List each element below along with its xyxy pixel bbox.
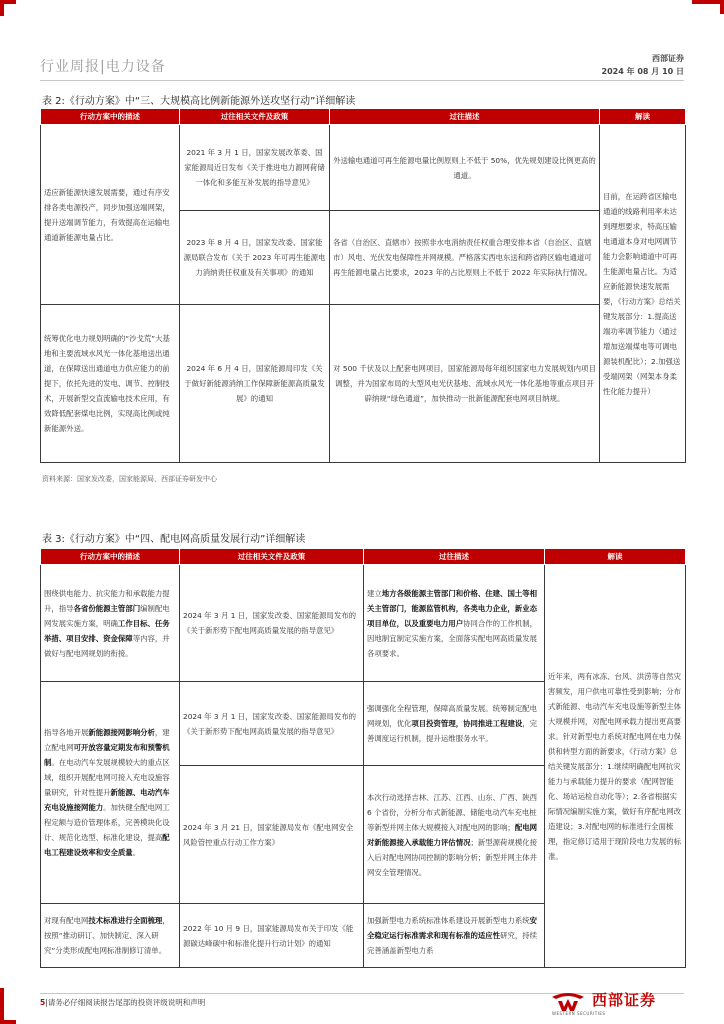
emphasis-text: 工作目标、任务举措、项目安排、资金保障 (44, 618, 170, 643)
table2-source: 资料来源：国家发改委，国家能源局，西部证券研发中心 (42, 475, 217, 483)
text-fragment: 本次行动选择吉林、江苏、江西、山东、广西、陕西 6 个省份，分析分布式新能源、储能电动汽车充电桩等新型并网主体大规模接入对配电网的影响； (367, 792, 537, 832)
past-description (364, 904, 545, 968)
table2-caption: 表 2:《行动方案》中“三、大规模高比例新能源外送攻坚行动”详细解读 (42, 96, 356, 107)
table2-header-cell: 过往相关文件及政策 (180, 109, 330, 125)
firm-name: 西部证券 (652, 54, 684, 63)
past-description: 对 500 千伏及以上配套电网项目，国家能源局每年组织国家电力发展规划内项目调整，并为国家布局的大型风电光伏基地、流域水风光一体化基地等重点项目开辟纳规“绿色通道”，加快推动一批新能源配套电网项目纳规。 (330, 305, 600, 463)
emphasis-text: 项目投资管理，协同推进工程建设 (411, 719, 523, 728)
page-number: 5 (40, 998, 46, 1007)
corner-decoration-top-left (0, 0, 16, 16)
table3-header-cell: 解读 (545, 549, 686, 565)
table2 (40, 108, 686, 463)
text-fragment: 。在电动汽车发展规模较大的重点区域，组织开展配电网可接入充电设施容量研究，针对性提升 (44, 758, 170, 797)
past-description (364, 682, 545, 766)
header-meta (602, 52, 684, 78)
table2-header-row (41, 109, 686, 125)
emphasis-text: 地方各级能源主管部门和价格、住建、国土等相关主管部门，能源监管机构，各类电力企业，新业态项目单位，以及重要电力用户 (367, 588, 538, 628)
header-divider (40, 80, 684, 81)
text-fragment: 等内容，并做好与配电网规划的衔接。 (44, 633, 170, 658)
disclaimer-text: 请务必仔细阅读报告尾部的投资评级说明和声明 (47, 998, 206, 1007)
text-fragment: 。加快健全配电网工程定额与造价管理体系，完善模块化设计、规范化选型、标准化建设，提高 (44, 803, 170, 842)
past-policy: 2024 年 6 月 4 日，国家能源局印发《关于做好新能源消纳工作保障新能源高质量发展》的通知 (180, 305, 330, 463)
action-plan-description (41, 904, 180, 968)
interpretation: 近年来，两有冰冻、台风、洪涝等自然灾害频发，用户供电可靠性受到影响；分布式新能源、电动汽车充电设施等新型主体大规模并网，对配电网承载力提出更高要求。针对新型电力系统对配电网在电力保供和转型方面的新要求，《行动方案》总结关键发展部分：1.继续明确配电网抗灾能力与承载能力提升的要求（配网智能化、场站运检自动化等）；2.各省根据实际情况编制实施方案，做好有序配电网改造建设；3.对配电网的标准进行全面梳理，指定修订适用于现阶段电力发展的标准。 (545, 565, 686, 968)
emphasis-text: 技术标准进行全面梳理 (88, 916, 163, 925)
text-fragment: ，建立配电网 (44, 728, 170, 752)
logo-wordmark: 西部证券 (592, 991, 657, 1009)
table-row (41, 565, 686, 682)
table3-header-cell: 行动方案中的描述 (41, 549, 180, 565)
past-policy: 2024 年 3 月 21 日，国家能源局发布《配电网安全风险管控重点行动工作方案》 (180, 766, 364, 904)
text-fragment: 围绕供电能力、抗灾能力和承载能力提升，指导 (44, 588, 170, 613)
table3 (40, 548, 686, 968)
emphasis-text: 可开放容量定期发布和预警机制 (44, 743, 170, 767)
past-policy: 2024 年 3 月 1 日，国家发改委、国家能源局发布的《关于新形势下配电网高质量发展的指导意见》 (180, 565, 364, 682)
text-fragment: ，完善调度运行机制，提升运维服务水平。 (367, 719, 538, 743)
text-fragment: 加强新型电力系统标准体系建设开展新型电力系统 (367, 916, 530, 925)
corner-decoration-top-right (692, 0, 724, 14)
text-fragment: 编制配电网发展实施方案，明确 (44, 603, 170, 628)
table2-header-cell: 解读 (600, 109, 686, 125)
report-category: 行业周报|电力设备 (40, 59, 166, 75)
past-description (364, 565, 545, 682)
text-fragment: 强调强化全程管理，保障高质量发展。统筹制定配电网规划，优化 (367, 704, 537, 728)
emphasis-text: 各省份能源主管部门 (73, 603, 141, 613)
table2-header-cell: 过往描述 (330, 109, 600, 125)
past-policy: 2021 年 3 月 1 日，国家发展改革委、国家能源局近日发布《关于推进电力源网荷储一体化和多能互补发展的指导意见》 (180, 125, 330, 211)
emphasis-text: 新能源接网影响分析 (88, 728, 155, 737)
past-policy: 2023 年 8 月 4 日，国家发改委、国家能源局联合发布《关于 2023 年可再生能源电力消纳责任权重及有关事项》的通知 (180, 211, 330, 305)
text-fragment: ，按照“推动研订、加快制定、深入研究”分类形成配电网标准制修订清单。 (44, 916, 170, 955)
table3-header-row (41, 549, 686, 565)
text-fragment: 协同合作的工作机制，因地制宜制定实施方案，全面落实配电网高质量发展各项要求。 (367, 618, 538, 658)
western-securities-logo-icon (548, 987, 588, 1013)
action-plan-description: 适应新能源快速发展需要，通过有序安排各类电源投产，同步加强送端网架，提升送端调节能力，有效提高在运输电通道新能源电量占比。 (41, 125, 180, 305)
footer-notice: 5|请务必仔细阅读报告尾部的投资评级说明和声明 (40, 998, 206, 1007)
table3-caption: 表 3:《行动方案》中“四、配电网高质量发展行动”详细解读 (42, 534, 306, 545)
table2-header-cell: 行动方案中的描述 (41, 109, 180, 125)
emphasis-text: 配电工程建设效率和安全质量 (44, 833, 170, 857)
action-plan-description (41, 565, 180, 682)
emphasis-text: 安全稳定运行标准需求和现有标准的适应性 (367, 916, 538, 940)
emphasis-text: 新能源、电动汽车充电设施接网能力 (44, 788, 170, 812)
western-securities-logo (548, 987, 688, 1017)
text-fragment: ；新型源荷规模化接入后对配电网协同控制的影响分析；新型并网主体并网安全管理情况。 (367, 837, 538, 877)
table3-header-cell: 过往描述 (364, 549, 545, 565)
table-row (41, 305, 686, 463)
past-description: 外送输电通道可再生能源电量比例原则上不低于 50%，优先规划建设比例更高的通道。 (330, 125, 600, 211)
logo-subtitle: WESTERN SECURITIES (552, 1011, 606, 1016)
past-policy: 2024 年 3 月 1 日，国家发改委、国家能源局发布的《关于新形势下配电网高质量发展的指导意见》 (180, 682, 364, 766)
action-plan-description (41, 682, 180, 904)
text-fragment: 指导各地开展 (44, 728, 89, 737)
past-description: 各省（自治区、直辖市）按照非水电消纳责任权重合理安排本省（自治区、直辖市）风电、光伏发电保障性并网规模。严格落实西电东送和跨省跨区输电通道可再生能源电量占比要求，2023 年的占比原则上不低于 2022 年实际执行情况。 (330, 211, 600, 305)
text-fragment: 对现有配电网 (44, 916, 89, 925)
interpretation: 目前，在运跨省区输电通道的线路利用率未达到理想要求，特高压输电通道本身对电网调节能力会影响通道中可再生能源电量占比。为适应新能源快速发展需要，《行动方案》总结关键发展部分：1.提高送端功率调节能力（通过增加送端煤电等可调电源装机配比）；2.加强送受端网架（网架本身柔性化能力提升） (600, 125, 686, 463)
table3-header-cell: 过往相关文件及政策 (180, 549, 364, 565)
text-fragment: 建立 (367, 588, 382, 598)
past-description (364, 766, 545, 904)
action-plan-description: 统筹优化电力规划明确的“沙戈荒”大基地和主要流域水风光一体化基地送出通道，在保障送出通道电力供应能力的前提下，依托先进的发电、调节、控制技术，开展新型交直流输电技术应用，有效降低配套煤电比例，实现高比例或纯新能源外送。 (41, 305, 180, 463)
past-policy: 2022 年 10 月 9 日，国家能源局发布关于印发《能源碳达峰碳中和标准化提升行动计划》的通知 (180, 904, 364, 968)
text-fragment: 研究，持续完善涵盖新型电力系 (367, 931, 538, 955)
text-fragment: 。 (132, 848, 141, 857)
table-row (41, 125, 686, 211)
corner-decoration-bottom-left (0, 988, 16, 1024)
emphasis-text: 配电网对新能源接入承载能力评估情况 (367, 822, 538, 847)
report-date: 2024 年 08 月 10 日 (601, 67, 684, 76)
